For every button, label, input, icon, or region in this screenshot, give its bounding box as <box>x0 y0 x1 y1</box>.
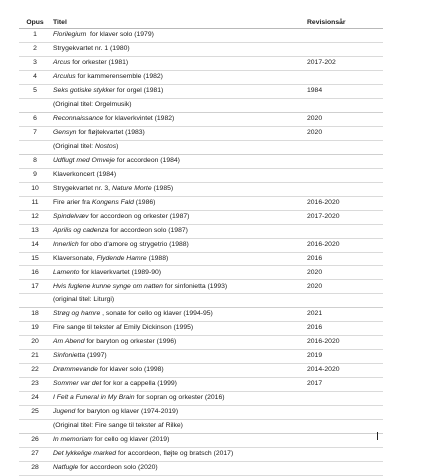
title-cell <box>51 448 305 462</box>
work-title-italic: Flydende Hamre <box>96 254 147 262</box>
title-cell <box>51 112 305 126</box>
title-text: (1986) <box>133 198 156 206</box>
title-cell <box>51 294 305 308</box>
table-row <box>19 252 383 266</box>
work-title-italic: Reconnaissance <box>53 114 104 122</box>
title-text: Fire arier fra <box>53 198 92 206</box>
work-title-italic: Aprilis og cadenza <box>53 226 109 234</box>
opus-cell <box>19 294 51 308</box>
opus-cell: 3 <box>19 56 51 70</box>
table-row <box>19 112 383 126</box>
title-cell <box>51 196 305 210</box>
work-title-italic: Drømmevande <box>53 366 98 374</box>
title-text: for baryton og klaver (1974-2019) <box>75 408 179 416</box>
table-row <box>19 182 383 196</box>
revision-cell: 2016 <box>305 252 383 266</box>
title-text: for accordeon solo (1987) <box>108 226 188 234</box>
table-row <box>19 84 383 98</box>
revision-cell <box>305 420 383 434</box>
table-row-note <box>19 98 383 112</box>
title-cell <box>51 308 305 322</box>
title-cell <box>51 98 305 112</box>
revision-cell <box>305 42 383 56</box>
header-row <box>19 16 383 29</box>
title-text: for klaver solo (1979) <box>86 31 154 39</box>
revision-cell: 1984 <box>305 84 383 98</box>
work-title-italic: Seks gotiske stykker <box>53 86 115 94</box>
title-text: for sinfonietta (1993) <box>162 282 228 290</box>
opus-cell: 15 <box>19 252 51 266</box>
opus-cell: 12 <box>19 210 51 224</box>
title-cell <box>51 350 305 364</box>
title-cell <box>51 462 305 476</box>
title-cell <box>51 266 305 280</box>
table-row <box>19 210 383 224</box>
work-title-italic: Det lykkelige marked <box>53 450 117 458</box>
revision-cell: 2014-2020 <box>305 364 383 378</box>
table-row-note <box>19 420 383 434</box>
work-title-italic: Strøg og hamre <box>53 310 101 318</box>
title-cell <box>51 406 305 420</box>
opus-cell: 11 <box>19 196 51 210</box>
table-row <box>19 196 383 210</box>
table-row <box>19 406 383 420</box>
opus-cell <box>19 420 51 434</box>
revision-cell: 2017-202 <box>305 56 383 70</box>
work-title-italic: Arcus <box>53 59 71 67</box>
title-cell <box>51 434 305 448</box>
table-row <box>19 322 383 336</box>
title-text: (1985) <box>151 184 174 192</box>
work-title-italic: Jugend <box>53 408 76 416</box>
work-title-italic: Gensyn <box>53 128 77 136</box>
opus-cell: 27 <box>19 448 51 462</box>
title-text: for kor a cappella (1999) <box>101 380 177 388</box>
revision-cell <box>305 154 383 168</box>
title-cell <box>51 70 305 84</box>
table-row <box>19 238 383 252</box>
title-cell <box>51 42 305 56</box>
title-text: for kammerensemble (1982) <box>75 72 163 80</box>
revision-cell <box>305 294 383 308</box>
title-text: Klaversonate, <box>53 254 97 262</box>
revision-cell: 2020 <box>305 126 383 140</box>
revision-cell <box>305 224 383 238</box>
title-cell <box>51 154 305 168</box>
title-text: for fløjtekvartet (1983) <box>76 128 145 136</box>
table-row <box>19 434 383 448</box>
work-title-italic: Lamento <box>53 268 80 276</box>
works-list <box>19 16 383 476</box>
revision-cell: 2016 <box>305 322 383 336</box>
revision-cell: 2017-2020 <box>305 210 383 224</box>
table-row <box>19 266 383 280</box>
table-row <box>19 168 383 182</box>
opus-cell: 26 <box>19 434 51 448</box>
work-title-italic: Spindelvæv <box>53 212 89 220</box>
opus-cell: 8 <box>19 154 51 168</box>
opus-cell: 6 <box>19 112 51 126</box>
table-row-note <box>19 294 383 308</box>
table-row <box>19 350 383 364</box>
table-row <box>19 336 383 350</box>
title-text: (original titel: Liturgi) <box>53 296 115 304</box>
title-text: for accordeon solo (2020) <box>78 464 158 472</box>
work-title-italic: Nostos <box>94 142 117 150</box>
table-row <box>19 56 383 70</box>
work-title-italic: Udflugt med Omveje <box>53 156 115 164</box>
opus-cell: 24 <box>19 392 51 406</box>
revision-cell <box>305 434 383 448</box>
table-row <box>19 392 383 406</box>
title-text: for sopran og orkester (2016) <box>134 394 225 402</box>
title-header: Titel <box>51 16 305 29</box>
work-title-italic: I Felt a Funeral in My Brain <box>53 394 135 402</box>
work-title-italic: Natfugle <box>53 464 79 472</box>
title-text: Fire sange til tekster af Emily Dickinson (1995) <box>53 324 194 332</box>
title-cell <box>51 252 305 266</box>
title-text: for accordeon og orkester (1987) <box>88 212 190 220</box>
work-title-italic: In memoriam <box>53 436 93 444</box>
title-text: Klaverkoncert (1984) <box>53 170 117 178</box>
title-cell <box>51 322 305 336</box>
title-text: for baryton og orkester (1996) <box>84 338 177 346</box>
opus-cell: 23 <box>19 378 51 392</box>
table-row <box>19 42 383 56</box>
opus-cell: 2 <box>19 42 51 56</box>
work-title-italic: Arculus <box>53 72 76 80</box>
revision-cell: 2020 <box>305 112 383 126</box>
revision-cell <box>305 448 383 462</box>
opus-cell: 5 <box>19 84 51 98</box>
title-cell <box>51 224 305 238</box>
opus-cell: 25 <box>19 406 51 420</box>
revision-cell: 2020 <box>305 266 383 280</box>
work-title-italic: Sommer var det <box>53 380 102 388</box>
title-cell <box>51 210 305 224</box>
opus-cell: 22 <box>19 364 51 378</box>
title-text: , sonate for cello og klaver (1994-95) <box>100 310 213 318</box>
table-row <box>19 308 383 322</box>
opus-cell <box>19 140 51 154</box>
revision-cell: 2020 <box>305 280 383 294</box>
title-cell <box>51 140 305 154</box>
revision-cell <box>305 392 383 406</box>
title-text: Strygekvartet nr. 1 (1980) <box>53 45 130 53</box>
opus-cell <box>19 98 51 112</box>
title-text: (1988) <box>146 254 169 262</box>
title-cell <box>51 29 305 43</box>
title-cell <box>51 126 305 140</box>
work-title-italic: Sinfonietta <box>53 352 86 360</box>
revision-cell <box>305 140 383 154</box>
opus-cell: 10 <box>19 182 51 196</box>
title-cell <box>51 378 305 392</box>
opus-cell: 18 <box>19 308 51 322</box>
revision-cell <box>305 182 383 196</box>
table-row <box>19 364 383 378</box>
revision-cell <box>305 168 383 182</box>
revision-cell <box>305 98 383 112</box>
opus-cell: 19 <box>19 322 51 336</box>
text-cursor <box>377 432 378 440</box>
title-text: (1997) <box>85 352 107 360</box>
table-row <box>19 70 383 84</box>
opus-cell: 1 <box>19 29 51 43</box>
works-table <box>19 16 383 476</box>
title-text: ) <box>116 142 119 150</box>
title-text: (Original titel: Orgelmusik) <box>53 100 132 108</box>
work-title-italic: Florilegium <box>53 31 87 39</box>
revision-cell: 2019 <box>305 350 383 364</box>
revision-cell: 2016-2020 <box>305 336 383 350</box>
title-text: for cello og klaver (2019) <box>92 436 170 444</box>
title-text: for klaverkvartet (1989-90) <box>79 268 162 276</box>
table-row-note <box>19 140 383 154</box>
title-cell <box>51 392 305 406</box>
title-text: for accordeon (1984) <box>114 156 180 164</box>
opus-cell: 20 <box>19 336 51 350</box>
title-text: for orgel (1981) <box>114 86 164 94</box>
title-cell <box>51 238 305 252</box>
table-row <box>19 29 383 43</box>
title-text: (Original titel: <box>53 142 95 150</box>
title-text: Strygekvartet nr. 3, <box>53 184 112 192</box>
revision-cell <box>305 70 383 84</box>
work-title-italic: Kongens Fald <box>91 198 134 206</box>
title-cell <box>51 420 305 434</box>
revision-cell <box>305 406 383 420</box>
work-title-italic: Hvis fuglene kunne synge om natten <box>53 282 163 290</box>
work-title-italic: Am Abend <box>53 338 85 346</box>
title-cell <box>51 84 305 98</box>
revision-cell: 2017 <box>305 378 383 392</box>
opus-cell: 17 <box>19 280 51 294</box>
work-title-italic: Innerlich <box>53 240 79 248</box>
table-row <box>19 154 383 168</box>
revision-header: Revisionsår <box>305 16 383 29</box>
table-row <box>19 448 383 462</box>
table-row <box>19 462 383 476</box>
title-cell <box>51 364 305 378</box>
title-cell <box>51 182 305 196</box>
opus-cell: 13 <box>19 224 51 238</box>
title-cell <box>51 336 305 350</box>
revision-cell: 2021 <box>305 308 383 322</box>
opus-cell: 16 <box>19 266 51 280</box>
opus-header: Opus <box>19 16 51 29</box>
title-cell <box>51 56 305 70</box>
opus-cell: 4 <box>19 70 51 84</box>
opus-cell: 28 <box>19 462 51 476</box>
table-row <box>19 224 383 238</box>
table-row <box>19 378 383 392</box>
title-cell <box>51 168 305 182</box>
table-row <box>19 280 383 294</box>
title-text: for klaver solo (1998) <box>97 366 164 374</box>
table-row <box>19 126 383 140</box>
works-rows <box>19 29 383 476</box>
work-title-italic: Nature Morte <box>111 184 152 192</box>
title-cell <box>51 280 305 294</box>
title-text: for accordeon, fløjte og bratsch (2017) <box>116 450 234 458</box>
title-text: for orkester (1981) <box>70 59 129 67</box>
revision-cell: 2016-2020 <box>305 196 383 210</box>
opus-cell: 21 <box>19 350 51 364</box>
opus-cell: 9 <box>19 168 51 182</box>
title-text: for obo d'amore og strygetrio (1988) <box>78 240 189 248</box>
revision-cell: 2016-2020 <box>305 238 383 252</box>
title-text: (Original titel: Fire sange til tekster af Rilke) <box>53 422 183 430</box>
title-text: for klaverkvintet (1982) <box>103 114 175 122</box>
revision-cell <box>305 29 383 43</box>
revision-cell <box>305 462 383 476</box>
opus-cell: 14 <box>19 238 51 252</box>
opus-cell: 7 <box>19 126 51 140</box>
